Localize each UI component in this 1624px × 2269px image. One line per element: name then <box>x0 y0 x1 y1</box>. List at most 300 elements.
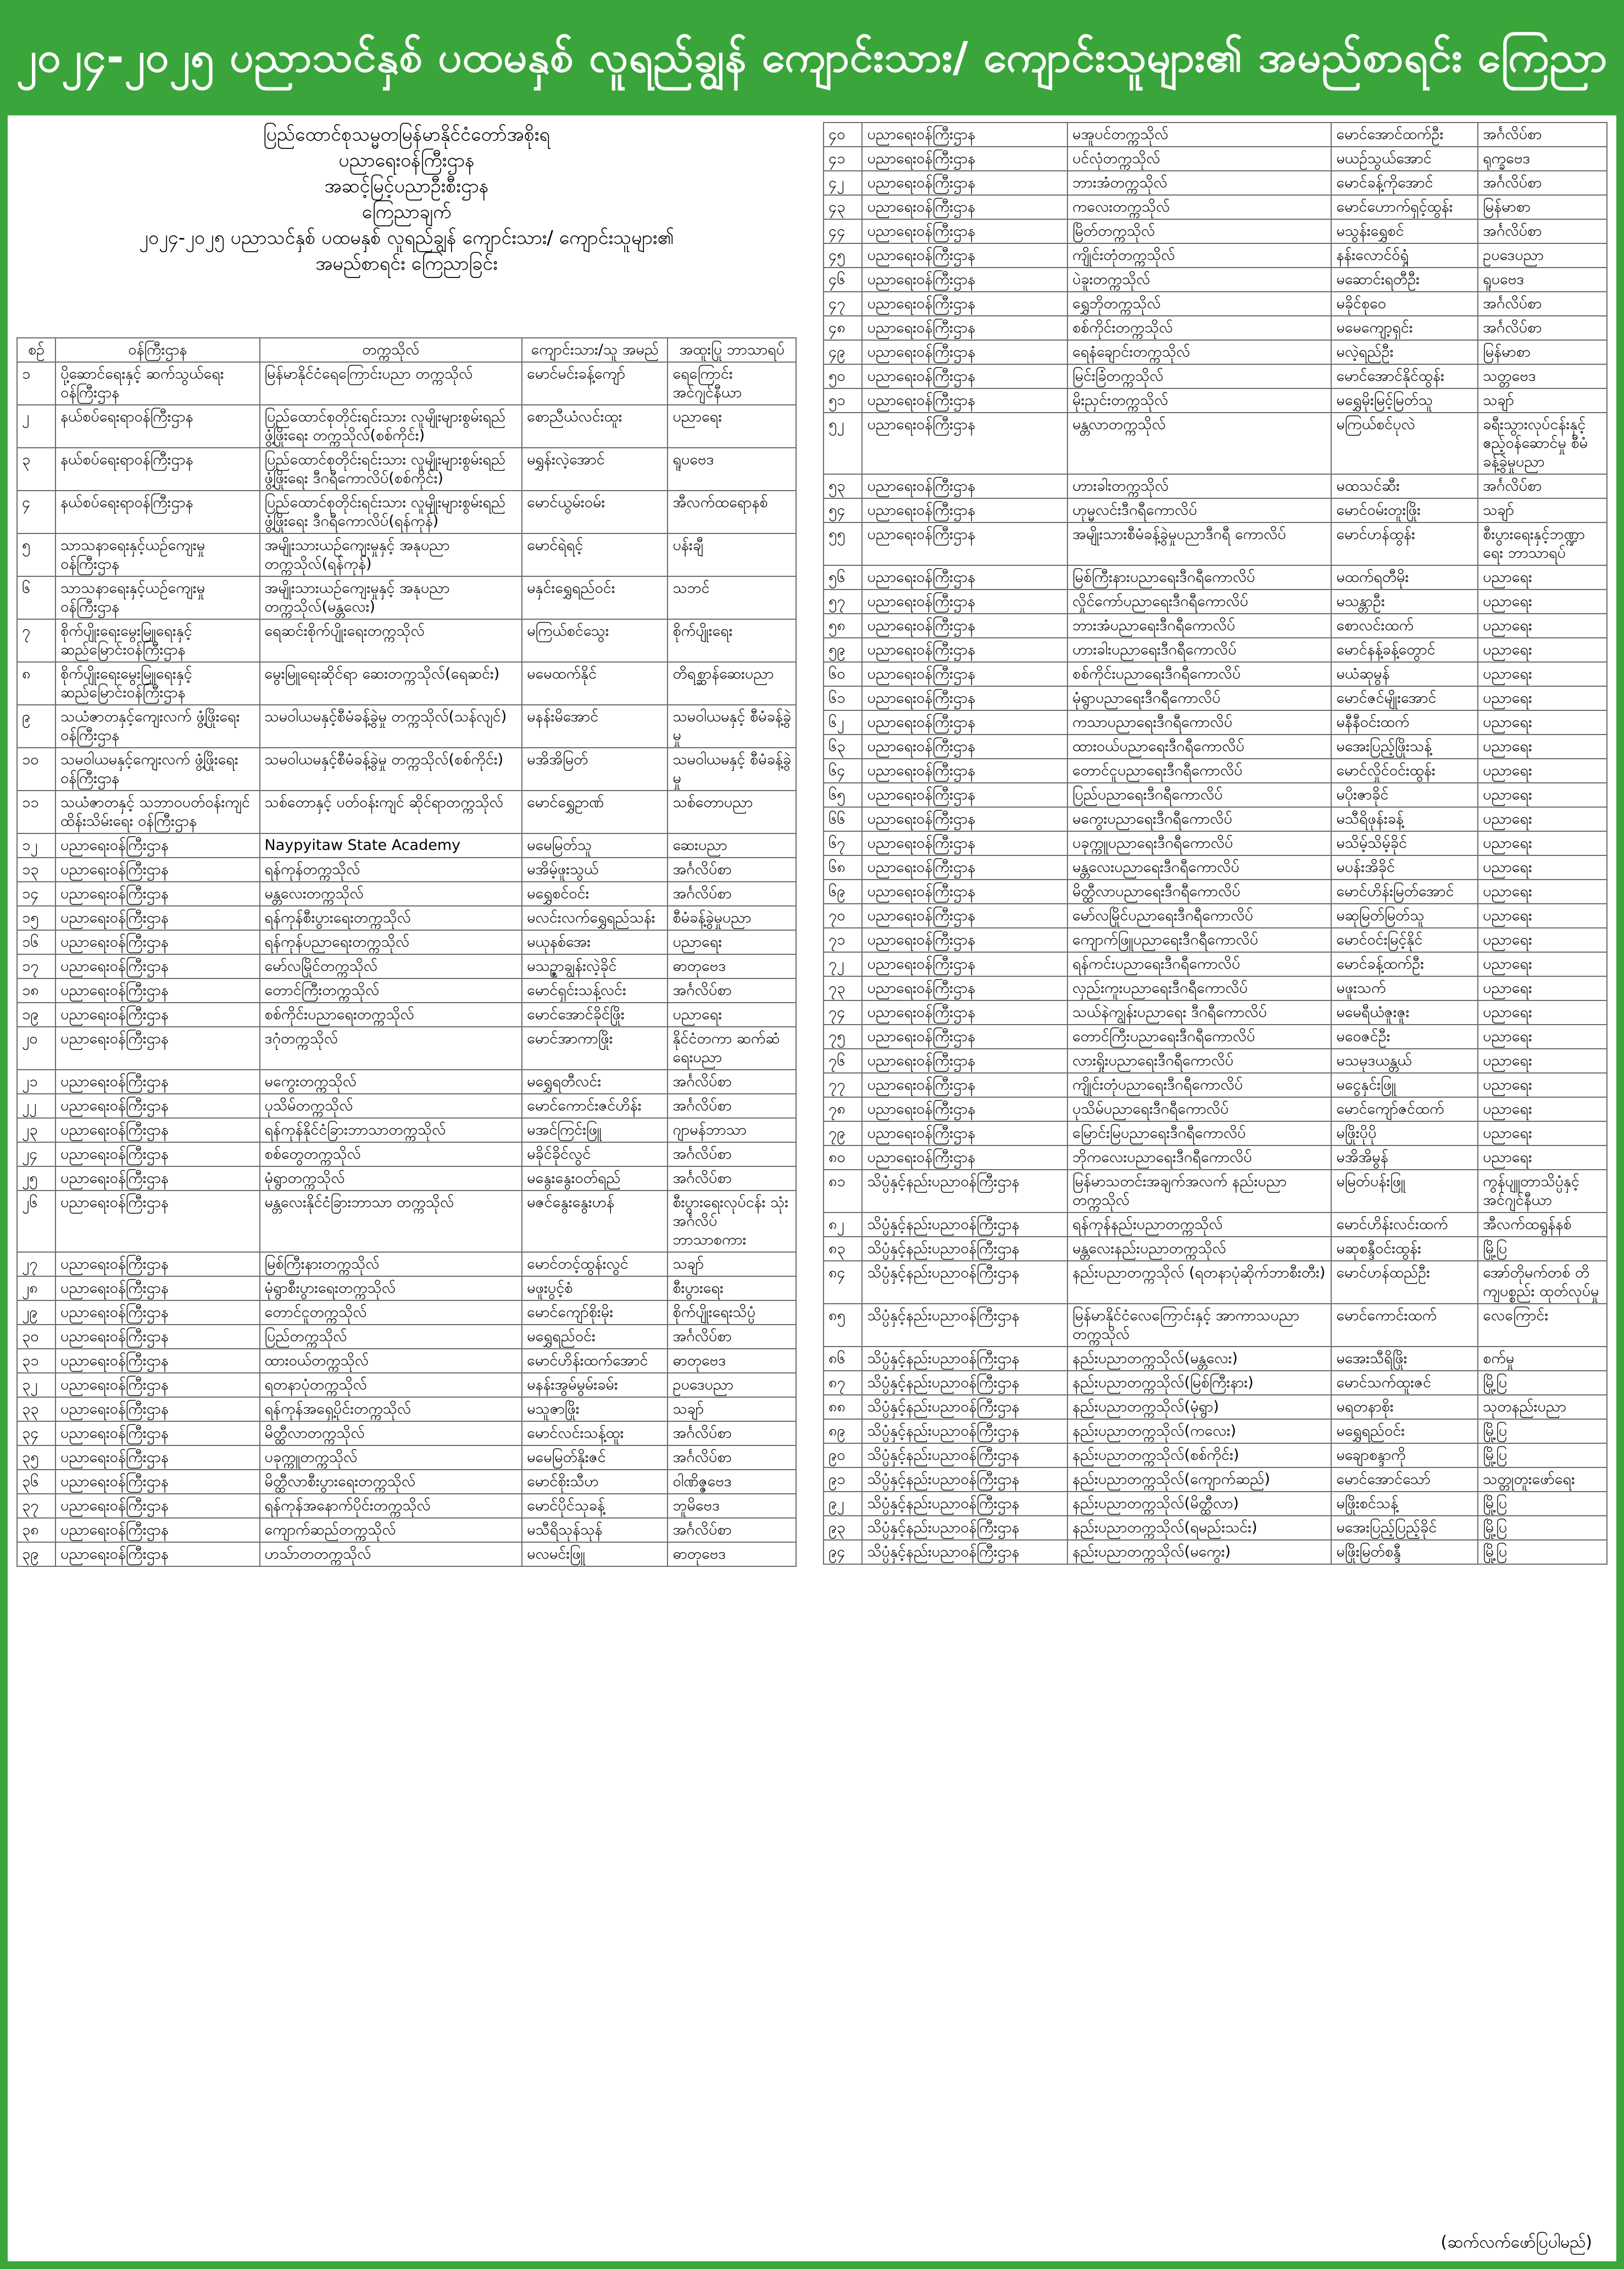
header-university: တက္ကသိုလ် <box>260 338 522 362</box>
table-row <box>17 1445 796 1470</box>
cell-student: မသမုဒယန္တယ် <box>1331 1049 1478 1073</box>
cell-subject: သတ္တုတူးဖော်ရေး <box>1478 1467 1607 1492</box>
cell-subject: အင်္ဂလိပ်စာ <box>668 1445 796 1470</box>
cell-ministry: ပညာရေးဝန်ကြီးဌာန <box>862 928 1067 952</box>
cell-no: ၇၉ <box>824 1121 862 1145</box>
cell-university: နည်းပညာတက္ကသိုလ်(ရမည်းသင်း) <box>1067 1516 1331 1540</box>
cell-student: မမေမြတ်သူ <box>522 833 668 858</box>
cell-university: မိတ္ထီလာပညာရေးဒီဂရီကောလိပ် <box>1067 880 1331 904</box>
cell-student: မသီရိသုန်သုန် <box>522 1518 668 1542</box>
cell-no: ၃၀ <box>17 1325 55 1349</box>
cell-student: မောင်အောင်ခိုင်ဖြိုး <box>522 1003 668 1027</box>
cell-ministry: ပညာရေးဝန်ကြီးဌာန <box>862 147 1067 171</box>
cell-ministry: ပညာရေးဝန်ကြီးဌာန <box>55 1373 259 1397</box>
cell-student: မရွှေမိုးမြင့်မြတ်သူ <box>1331 388 1478 413</box>
cell-subject: ဥပဒေပညာ <box>1478 243 1607 268</box>
cell-ministry: သယံဇာတနှင့် သဘာဝပတ်ဝန်းကျင် ထိန်းသိမ်းရေး ဝန်ကြီးဌာန <box>55 791 259 833</box>
cell-ministry: ပညာရေးဝန်ကြီးဌာန <box>55 954 259 978</box>
cell-ministry: ပညာရေးဝန်ကြီးဌာန <box>862 638 1067 662</box>
cell-no: ၁၆ <box>17 930 55 954</box>
table-row <box>824 759 1607 783</box>
table-row <box>17 833 796 858</box>
table-row <box>824 565 1607 590</box>
cell-university: သမဝါယမနှင့်စီမံခန့်ခွဲမှု တက္ကသိုလ်(စစ်ကိုင်း) <box>260 748 522 791</box>
cell-ministry: ပညာရေးဝန်ကြီးဌာန <box>55 1027 259 1070</box>
cell-subject: စီးပွားရေးလုပ်ငန်း သုံး အင်္ဂလိပ် ဘာသာစကား <box>668 1191 796 1252</box>
cell-university: စစ်တွေတက္ကသိုလ် <box>260 1142 522 1166</box>
cell-student: မထသင်ဆီး <box>1331 474 1478 498</box>
cell-ministry: ပညာရေးဝန်ကြီးဌာန <box>862 807 1067 831</box>
cell-subject: အင်္ဂလိပ်စာ <box>668 858 796 882</box>
cell-no: ၈၄ <box>824 1261 862 1304</box>
cell-student: မငွေနှင်းဖြူ <box>1331 1073 1478 1097</box>
cell-university: မြန်မာနိုင်ငံလေကြောင်းနှင့် အာကာသပညာတက္ကသိုလ် <box>1067 1304 1331 1347</box>
cell-university: မော်လမြိုင်ပညာရေးဒီဂရီကောလိပ် <box>1067 904 1331 928</box>
table-row <box>824 1347 1607 1371</box>
cell-subject: ဓာတုဗေဒ <box>668 954 796 978</box>
cell-university: ရန်ကုန်တက္ကသိုလ် <box>260 858 522 882</box>
cell-student: မောင်ဝင်းမြင့်နိုင် <box>1331 928 1478 952</box>
cell-university: မြစ်ကြီးနားတက္ကသိုလ် <box>260 1252 522 1276</box>
cell-no: ၆၅ <box>824 783 862 807</box>
cell-university: ရန်ကုန်နိုင်ငံခြားဘာသာတက္ကသိုလ် <box>260 1118 522 1142</box>
cell-university: ဘားအံပညာရေးဒီဂရီကောလိပ် <box>1067 614 1331 638</box>
cell-student: မဖြိုးစင်သန့် <box>1331 1492 1478 1516</box>
table-row <box>824 1467 1607 1492</box>
cell-student: မောင်ဟောက်ရှင့်ထွန်း <box>1331 195 1478 219</box>
cell-university: မုံရွာပညာရေးဒီဂရီကောလိပ် <box>1067 686 1331 710</box>
cell-no: ၁ <box>17 362 55 405</box>
cell-student: မောင်ခန့်ကိုအောင် <box>1331 171 1478 195</box>
cell-university: မကွေးပညာရေးဒီဂရီကောလိပ် <box>1067 807 1331 831</box>
cell-no: ၁၅ <box>17 906 55 930</box>
cell-university: Naypyitaw State Academy <box>260 833 522 858</box>
cell-no: ၄၂ <box>824 171 862 195</box>
cell-subject: ပညာရေး <box>1478 904 1607 928</box>
cell-no: ၄၃ <box>824 195 862 219</box>
cell-student: မအေးပြည့်ပြည့်ခိုင် <box>1331 1516 1478 1540</box>
cell-subject: သချာ် <box>1478 498 1607 522</box>
cell-subject: အင်္ဂလိပ်စာ <box>1478 171 1607 195</box>
cell-subject: အင်္ဂလိပ်စာ <box>668 1421 796 1445</box>
cell-no: ၆ <box>17 576 55 619</box>
cell-subject: ပညာရေး <box>1478 662 1607 686</box>
table-row <box>17 533 796 576</box>
cell-no: ၇၅ <box>824 1025 862 1049</box>
cell-subject: ခရီးသွားလုပ်ငန်းနှင့် ဧည့်ဝန်ဆောင်မှု စီမံခန့်ခွဲမှုပညာ <box>1478 413 1607 474</box>
cell-subject: ပညာရေး <box>1478 759 1607 783</box>
cell-university: တောင်ကြီးတက္ကသိုလ် <box>260 978 522 1003</box>
table-row <box>17 1003 796 1027</box>
table-row <box>17 1494 796 1518</box>
table-row <box>824 219 1607 243</box>
cell-student: မမေထက်နိုင် <box>522 662 668 705</box>
table-row <box>824 880 1607 904</box>
header-student: ကျောင်းသား/သူ အမည် <box>522 338 668 362</box>
cell-no: ၃၆ <box>17 1470 55 1494</box>
cell-no: ၈ <box>17 662 55 705</box>
cell-student: မရွှေရတီလင်း <box>522 1070 668 1094</box>
cell-ministry: စိုက်ပျိုးရေးမွေးမြူရေးနှင့် ဆည်မြောင်းဝန်ကြီးဌာန <box>55 619 259 662</box>
cell-university: မွေးမြူရေးဆိုင်ရာ ဆေးတက္ကသိုလ်(ရေဆင်း) <box>260 662 522 705</box>
cell-ministry: ပညာရေးဝန်ကြီးဌာန <box>862 710 1067 735</box>
table-row <box>824 1492 1607 1516</box>
table-row <box>17 954 796 978</box>
cell-student: မဖူးပွင့်စံ <box>522 1276 668 1300</box>
cell-no: ၈၅ <box>824 1304 862 1347</box>
table-row <box>824 1443 1607 1467</box>
cell-ministry: သိပ္ပံနှင့်နည်းပညာဝန်ကြီးဌာန <box>862 1371 1067 1395</box>
cell-subject: အင်္ဂလိပ်စာ <box>668 1518 796 1542</box>
cell-ministry: ပညာရေးဝန်ကြီးဌာန <box>862 1073 1067 1097</box>
cell-subject: ပညာရေး <box>1478 590 1607 614</box>
cell-student: မဆောင်းရတီဦး <box>1331 268 1478 292</box>
table-row <box>824 474 1607 498</box>
cell-ministry: ပညာရေးဝန်ကြီးဌာန <box>862 565 1067 590</box>
cell-student: မရတနာစိုး <box>1331 1395 1478 1419</box>
cell-student: မနန်းမိအောင် <box>522 705 668 748</box>
cell-subject: အင်္ဂလိပ်စာ <box>668 1142 796 1166</box>
table-row <box>824 498 1607 522</box>
cell-subject: စီးပွားရေးနှင့်ဘဏ္ဍာ ရေး ဘာသာရပ် <box>1478 522 1607 565</box>
cell-student: စောလင်းထက် <box>1331 614 1478 638</box>
cell-university: နည်းပညာတက္ကသိုလ်(မကွေး) <box>1067 1540 1331 1564</box>
cell-student: မောင်အောင်ထက်ဦး <box>1331 123 1478 147</box>
cell-student: မရွှေရည်ဝင်း <box>1331 1419 1478 1443</box>
cell-student: မောင်မင်းခန့်ကျော် <box>522 362 668 405</box>
cell-student: မသီရိဖုန်းခန့် <box>1331 807 1478 831</box>
cell-no: ၅၂ <box>824 413 862 474</box>
cell-student: မောင်ဟန်ထွန်း <box>1331 522 1478 565</box>
cell-university: စစ်ကိုင်းတက္ကသိုလ် <box>1067 316 1331 340</box>
table-row <box>17 405 796 448</box>
cell-ministry: ပညာရေးဝန်ကြီးဌာန <box>862 1121 1067 1145</box>
cell-ministry: သမဝါယမနှင့်ကျေးလက် ဖွံ့ဖြိုးရေးဝန်ကြီးဌာန <box>55 748 259 791</box>
table-row <box>17 1373 796 1397</box>
cell-student: မယုနစ်အေး <box>522 930 668 954</box>
heading-subject-line2: အမည်စာရင်း ကြေညာခြင်း <box>315 253 498 275</box>
cell-no: ၆၆ <box>824 807 862 831</box>
table-row <box>17 448 796 491</box>
cell-student: မမေရီယံဇူးဇူး <box>1331 1000 1478 1025</box>
cell-no: ၂၉ <box>17 1300 55 1325</box>
cell-student: မချောစန္ဒာကို <box>1331 1443 1478 1467</box>
cell-no: ၂၃ <box>17 1118 55 1142</box>
cell-university: ဟားခါးတက္ကသိုလ် <box>1067 474 1331 498</box>
table-row <box>17 930 796 954</box>
cell-ministry: ပညာရေးဝန်ကြီးဌာန <box>55 1445 259 1470</box>
cell-no: ၄၄ <box>824 219 862 243</box>
cell-ministry: သိပ္ပံနှင့်နည်းပညာဝန်ကြီးဌာန <box>862 1540 1067 1564</box>
cell-student: မောင်ဟိန်းထက်အောင် <box>522 1349 668 1373</box>
heading-ministry: ပညာရေးဝန်ကြီးဌာန <box>338 149 475 171</box>
cell-subject: အင်္ဂလိပ်စာ <box>1478 292 1607 316</box>
cell-university: ကသာပညာရေးဒီဂရီကောလိပ် <box>1067 710 1331 735</box>
cell-ministry: သိပ္ပံနှင့်နည်းပညာဝန်ကြီးဌာန <box>862 1213 1067 1237</box>
cell-no: ၆၈ <box>824 855 862 880</box>
table-row <box>17 1070 796 1094</box>
cell-no: ၄၁ <box>824 147 862 171</box>
table-row <box>17 1252 796 1276</box>
cell-subject: အင်္ဂလိပ်စာ <box>668 1166 796 1191</box>
cell-university: မန္တလေးပညာရေးဒီဂရီကောလိပ် <box>1067 855 1331 880</box>
cell-ministry: ပညာရေးဝန်ကြီးဌာန <box>862 855 1067 880</box>
cell-subject: ပညာရေး <box>1478 1145 1607 1170</box>
cell-student: မောင်ခန့်ထက်ဦး <box>1331 952 1478 976</box>
table-row <box>824 388 1607 413</box>
table-row <box>824 1516 1607 1540</box>
cell-no: ၃၁ <box>17 1349 55 1373</box>
table-row <box>824 1121 1607 1145</box>
cell-ministry: ပညာရေးဝန်ကြီးဌာန <box>55 1397 259 1421</box>
cell-university: မိုးညှင်းတက္ကသိုလ် <box>1067 388 1331 413</box>
cell-ministry: နယ်စပ်ရေးရာဝန်ကြီးဌာန <box>55 448 259 491</box>
cell-no: ၄၀ <box>824 123 862 147</box>
cell-subject: အင်္ဂလိပ်စာ <box>668 1070 796 1094</box>
cell-student: မောင်ကောင်းဇင်ဟိန်း <box>522 1094 668 1118</box>
cell-no: ၇၄ <box>824 1000 862 1025</box>
cell-student: မအင်ကြင်းဖြူ <box>522 1118 668 1142</box>
cell-no: ၈၃ <box>824 1237 862 1261</box>
cell-subject: သုတနည်းပညာ <box>1478 1395 1607 1419</box>
table-row <box>824 123 1607 147</box>
cell-no: ၄၈ <box>824 316 862 340</box>
cell-ministry: ပညာရေးဝန်ကြီးဌာန <box>55 1118 259 1142</box>
cell-ministry: ပညာရေးဝန်ကြီးဌာန <box>862 590 1067 614</box>
cell-student: မောင်အောင်နိုင်ထွန်း <box>1331 364 1478 388</box>
table-row <box>824 807 1607 831</box>
cell-subject: သမဝါယမနှင့် စီမံခန့်ခွဲမှု <box>668 748 796 791</box>
cell-university: နည်းပညာတက္ကသိုလ်(မြစ်ကြီးနား) <box>1067 1371 1331 1395</box>
cell-subject: ဥပဒေပညာ <box>668 1373 796 1397</box>
cell-no: ၈၂ <box>824 1213 862 1237</box>
cell-subject: ပညာရေး <box>668 930 796 954</box>
cell-university: ကလေးတက္ကသိုလ် <box>1067 195 1331 219</box>
cell-university: ပုသိမ်တက္ကသိုလ် <box>260 1094 522 1118</box>
cell-ministry: သိပ္ပံနှင့်နည်းပညာဝန်ကြီးဌာန <box>862 1492 1067 1516</box>
cell-university: မြစ်ကြီးနားပညာရေးဒီဂရီကောလိပ် <box>1067 565 1331 590</box>
cell-student: မဖြိုးပိုပို <box>1331 1121 1478 1145</box>
cell-subject: ရုက္ခဗေဒ <box>1478 147 1607 171</box>
cell-student: မမေမြတ်နိုးဇင် <box>522 1445 668 1470</box>
cell-subject: မြို့ပြ <box>1478 1492 1607 1516</box>
cell-ministry: စိုက်ပျိုးရေးမွေးမြူရေးနှင့် ဆည်မြောင်းဝန်ကြီးဌာန <box>55 662 259 705</box>
continued-note: (ဆက်လက်ဖော်ပြပါမည်) <box>1441 2233 1592 2252</box>
cell-ministry: ပညာရေးဝန်ကြီးဌာန <box>862 292 1067 316</box>
cell-no: ၁၉ <box>17 1003 55 1027</box>
cell-no: ၆၇ <box>824 831 862 855</box>
title-banner <box>8 8 1616 115</box>
cell-student: မဖူးသက် <box>1331 976 1478 1000</box>
cell-ministry: ပညာရေးဝန်ကြီးဌာန <box>862 268 1067 292</box>
cell-ministry: ပညာရေးဝန်ကြီးဌာန <box>55 1325 259 1349</box>
cell-no: ၃၄ <box>17 1421 55 1445</box>
cell-no: ၆၉ <box>824 880 862 904</box>
cell-no: ၅ <box>17 533 55 576</box>
cell-student: မအိအိမွန် <box>1331 1145 1478 1170</box>
cell-university: မော်လမြိုင်တက္ကသိုလ် <box>260 954 522 978</box>
cell-student: မဝေဇင်ဦး <box>1331 1025 1478 1049</box>
cell-no: ၆၀ <box>824 662 862 686</box>
cell-ministry: ပညာရေးဝန်ကြီးဌာန <box>862 243 1067 268</box>
cell-student: နန်းလောင်ဝ်ရှံ့ <box>1331 243 1478 268</box>
cell-student: မောင်ယွမ်းဝမ်း <box>522 491 668 533</box>
cell-no: ၆၃ <box>824 735 862 759</box>
cell-no: ၅၃ <box>824 474 862 498</box>
cell-no: ၂၁ <box>17 1070 55 1094</box>
cell-ministry: ပညာရေးဝန်ကြီးဌာန <box>862 316 1067 340</box>
table-row <box>824 1073 1607 1097</box>
cell-no: ၈၀ <box>824 1145 862 1170</box>
cell-no: ၂၅ <box>17 1166 55 1191</box>
cell-university: ရန်ကုန်နည်းပညာတက္ကသိုလ် <box>1067 1213 1331 1237</box>
cell-subject: ရူပဗေဒ <box>1478 268 1607 292</box>
cell-student: မလမင်းဖြူ <box>522 1542 668 1566</box>
cell-ministry: သယံဇာတနှင့်ကျေးလက် ဖွံ့ဖြိုးရေးဝန်ကြီးဌာန <box>55 705 259 748</box>
cell-university: မန္တလာတက္ကသိုလ် <box>1067 413 1331 474</box>
cell-subject: ပညာရေး <box>1478 976 1607 1000</box>
cell-subject: စိုက်ပျိုးရေးသိပ္ပံ <box>668 1300 796 1325</box>
cell-student: မအိမ့်ဖူးသွယ် <box>522 858 668 882</box>
cell-subject: မြို့ပြ <box>1478 1516 1607 1540</box>
cell-university: မုံရွာစီးပွားရေးတက္ကသိုလ် <box>260 1276 522 1300</box>
cell-ministry: ပညာရေးဝန်ကြီးဌာန <box>862 831 1067 855</box>
cell-no: ၁၁ <box>17 791 55 833</box>
cell-university: မအူပင်တက္ကသိုလ် <box>1067 123 1331 147</box>
table-row <box>824 1213 1607 1237</box>
cell-university: ကျိုင်းတုံတက္ကသိုလ် <box>1067 243 1331 268</box>
cell-subject: ဂျာမန်ဘာသာ <box>668 1118 796 1142</box>
table-row <box>824 243 1607 268</box>
table-row <box>824 292 1607 316</box>
cell-ministry: ပညာရေးဝန်ကြီးဌာန <box>862 1097 1067 1121</box>
cell-subject: ပညာရေး <box>668 405 796 448</box>
cell-student: မောင်ရဲရင့် <box>522 533 668 576</box>
cell-no: ၃၉ <box>17 1542 55 1566</box>
cell-no: ၈၇ <box>824 1371 862 1395</box>
cell-subject: ပညာရေး <box>1478 1121 1607 1145</box>
cell-no: ၈၉ <box>824 1419 862 1443</box>
cell-subject: စိုက်ပျိုးရေး <box>668 619 796 662</box>
cell-ministry: ပညာရေးဝန်ကြီးဌာန <box>862 388 1067 413</box>
header-subject: အထူးပြု ဘာသာရပ် <box>668 338 796 362</box>
table-row <box>17 858 796 882</box>
table-row <box>824 904 1607 928</box>
cell-ministry: သိပ္ပံနှင့်နည်းပညာဝန်ကြီးဌာန <box>862 1516 1067 1540</box>
cell-university: သယ်နဲကျွန်းပညာရေး ဒီဂရီကောလိပ် <box>1067 1000 1331 1025</box>
cell-subject: လေကြောင်း <box>1478 1304 1607 1347</box>
heading-subject-line1: ၂၀၂၄-၂၀၂၅ ပညာသင်နှစ် ပထမနှစ် လူရည်ချွန် ကျောင်းသား/ ကျောင်းသူများ၏ <box>139 227 674 249</box>
cell-university: စစ်ကိုင်းပညာရေးဒီဂရီကောလိပ် <box>1067 662 1331 686</box>
table-row <box>824 855 1607 880</box>
table-row <box>824 1540 1607 1564</box>
cell-subject: သချာ် <box>668 1397 796 1421</box>
cell-subject: ပန်းချီ <box>668 533 796 576</box>
cell-ministry: ပညာရေးဝန်ကြီးဌာန <box>55 978 259 1003</box>
cell-subject: ပညာရေး <box>1478 1073 1607 1097</box>
cell-subject: ပညာရေး <box>1478 1097 1607 1121</box>
table-row <box>824 638 1607 662</box>
cell-university: ရေနံချောင်းတက္ကသိုလ် <box>1067 340 1331 364</box>
cell-no: ၅၇ <box>824 590 862 614</box>
cell-student: မနှင်းရွှေရည်ဝင်း <box>522 576 668 619</box>
cell-student: မောင်တင့်ထွန်းလွင် <box>522 1252 668 1276</box>
cell-ministry: ပညာရေးဝန်ကြီးဌာန <box>55 1518 259 1542</box>
cell-subject: ဘူမိဗေဒ <box>668 1494 796 1518</box>
table-row <box>17 491 796 533</box>
table-row <box>17 1421 796 1445</box>
cell-no: ၁၈ <box>17 978 55 1003</box>
cell-subject: ဓာတုဗေဒ <box>668 1349 796 1373</box>
cell-ministry: သိပ္ပံနှင့်နည်းပညာဝန်ကြီးဌာန <box>862 1347 1067 1371</box>
table-row <box>17 705 796 748</box>
cell-student: စောညီယံလင်းထူး <box>522 405 668 448</box>
heading-government: ပြည်ထောင်စုသမ္မတမြန်မာနိုင်ငံတော်အစိုးရ <box>263 124 550 146</box>
table-row <box>17 1470 796 1494</box>
cell-subject: အင်္ဂလိပ်စာ <box>668 978 796 1003</box>
cell-ministry: ပညာရေးဝန်ကြီးဌာန <box>862 952 1067 976</box>
cell-no: ၄၆ <box>824 268 862 292</box>
cell-subject: ပညာရေး <box>1478 831 1607 855</box>
cell-university: ထားဝယ်တက္ကသိုလ် <box>260 1349 522 1373</box>
cell-subject: ကွန်ပျူတာသိပ္ပံနှင့် အင်ဂျင်နီယာ <box>1478 1170 1607 1213</box>
table-row <box>17 1542 796 1566</box>
table-body-left <box>17 362 796 1566</box>
cell-university: နည်းပညာတက္ကသိုလ်(မိတ္ထီလာ) <box>1067 1492 1331 1516</box>
cell-university: မန္တလေးနိုင်ငံခြားဘာသာ တက္ကသိုလ် <box>260 1191 522 1252</box>
table-row <box>17 1325 796 1349</box>
cell-ministry: ပညာရေးဝန်ကြီးဌာန <box>862 219 1067 243</box>
cell-student: မောင်ဟိန်းမြတ်အောင် <box>1331 880 1478 904</box>
cell-subject: ရူပဗေဒ <box>668 448 796 491</box>
cell-university: ရန်ကုန်စီးပွားရေးတက္ကသိုလ် <box>260 906 522 930</box>
left-column <box>16 122 797 2254</box>
cell-no: ၇၆ <box>824 1049 862 1073</box>
cell-ministry: ပညာရေးဝန်ကြီးဌာန <box>55 1494 259 1518</box>
cell-subject: အီလက်ထရွန်နစ် <box>1478 1213 1607 1237</box>
cell-no: ၄ <box>17 491 55 533</box>
cell-student: မောင်ပိုင်သုခန့် <box>522 1494 668 1518</box>
cell-subject: ပညာရေး <box>1478 928 1607 952</box>
cell-student: မောင်ရွှေဥာဏ် <box>522 791 668 833</box>
cell-university: နည်းပညာတက္ကသိုလ်(မုံရွာ) <box>1067 1395 1331 1419</box>
table-row <box>17 1142 796 1166</box>
table-row <box>17 1166 796 1191</box>
cell-no: ၅၀ <box>824 364 862 388</box>
cell-no: ၉၃ <box>824 1516 862 1540</box>
table-header-row <box>17 338 796 362</box>
cell-student: မောင်စိုးသီဟ <box>522 1470 668 1494</box>
cell-university: ပင်လုံတက္ကသိုလ် <box>1067 147 1331 171</box>
table-row <box>17 791 796 833</box>
cell-ministry: ပညာရေးဝန်ကြီးဌာန <box>862 340 1067 364</box>
cell-no: ၉ <box>17 705 55 748</box>
cell-student: မနွေးနွေးဝတ်ရည် <box>522 1166 668 1191</box>
cell-subject: သချာ် <box>1478 388 1607 413</box>
cell-university: ရန်ကုန်အရှေ့ပိုင်းတက္ကသိုလ် <box>260 1397 522 1421</box>
cell-university: ရွှေဘိုတက္ကသိုလ် <box>1067 292 1331 316</box>
heading-announcement: ကြေညာချက် <box>361 201 452 223</box>
cell-university: အမျိုးသားယဉ်ကျေးမှုနှင့် အနုပညာတက္ကသိုလ်(ရန်ကုန်) <box>260 533 522 576</box>
cell-ministry: ပညာရေးဝန်ကြီးဌာန <box>55 1191 259 1252</box>
cell-ministry: ပညာရေးဝန်ကြီးဌာန <box>862 735 1067 759</box>
cell-no: ၃၅ <box>17 1445 55 1470</box>
cell-subject: မြို့ပြ <box>1478 1237 1607 1261</box>
cell-student: မရွှေစင်ဝင်း <box>522 882 668 906</box>
cell-student: မောင်အာကာဖြိုး <box>522 1027 668 1070</box>
table-row <box>824 413 1607 474</box>
cell-university: အမျိုးသားယဉ်ကျေးမှုနှင့် အနုပညာတက္ကသိုလ်(မန္တလေး) <box>260 576 522 619</box>
